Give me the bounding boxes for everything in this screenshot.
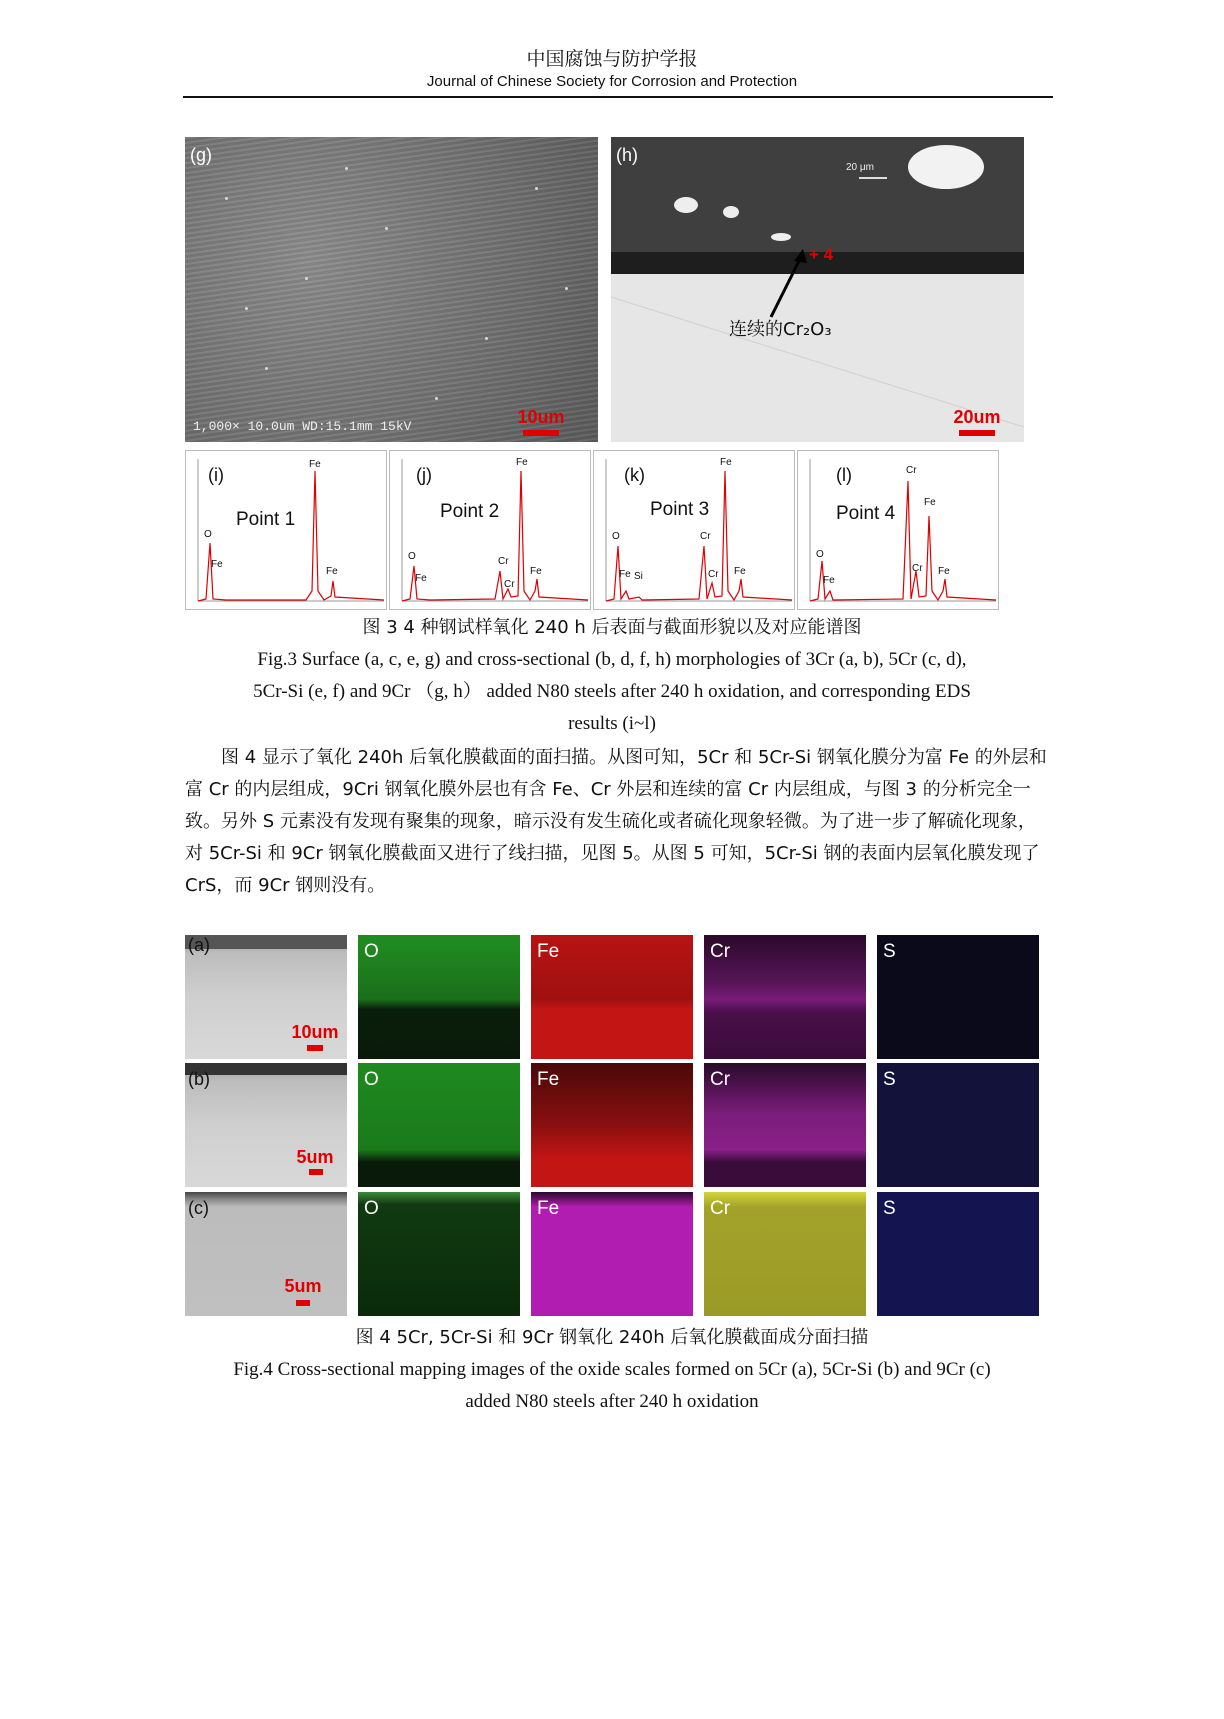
header-rule: [183, 96, 1053, 98]
eds-spectrum-k: [593, 450, 795, 610]
map-s-c: [877, 1192, 1039, 1316]
element-label: Cr: [710, 1069, 731, 1090]
map-sem-b: [185, 1063, 347, 1187]
inset-scale-label: 20 μm: [846, 162, 874, 173]
point-label-4: Point 4: [836, 503, 896, 524]
row-label-a: (a): [188, 935, 210, 955]
peak-label: Cr: [498, 556, 509, 567]
map-cr-c: [704, 1192, 866, 1316]
row-label-b: (b): [188, 1069, 210, 1089]
spectrum-label-l: (l): [836, 465, 852, 485]
peak-label: Fe: [326, 566, 338, 577]
point-label-1: Point 1: [236, 509, 296, 530]
figure4-caption-en-1: Fig.4 Cross-sectional mapping images of the oxide scales formed on 5Cr (a), 5Cr-Si (b) and 9Cr (c): [233, 1359, 991, 1380]
element-label: O: [364, 1198, 379, 1219]
scale-label-c: 5um: [284, 1276, 322, 1296]
map-o-b: [358, 1063, 520, 1187]
panel-label-g: (g): [190, 145, 212, 165]
scale-bar-g: [523, 430, 559, 436]
panel-label-h: (h): [616, 145, 638, 165]
cross-section-image-h: [611, 137, 1024, 442]
spectrum-label-j: (j): [416, 465, 432, 485]
scale-bar-h: [959, 430, 995, 436]
body-paragraph: [185, 742, 1053, 902]
map-sem-c: [185, 1192, 347, 1316]
peak-label: Fe: [924, 497, 936, 508]
element-label: Fe: [537, 941, 560, 962]
element-label: O: [364, 941, 379, 962]
peak-label: Fe: [211, 559, 223, 570]
element-label: Cr: [710, 1198, 731, 1219]
scale-label-b: 5um: [296, 1147, 334, 1167]
peak-label: O: [612, 531, 620, 542]
peak-label: Fe: [823, 575, 835, 586]
peak-label: Cr: [700, 531, 711, 542]
scale-label-g: 10um: [517, 407, 565, 427]
peak-label: Fe: [309, 459, 321, 470]
scale-bar-a: [307, 1045, 323, 1051]
eds-spectrum-l: [797, 450, 999, 610]
map-fe-b: [531, 1063, 693, 1187]
map-cr-b: [704, 1063, 866, 1187]
map-o-a: [358, 935, 520, 1059]
element-label: S: [883, 941, 896, 962]
cr2o3-annotation: 连续的Cr₂O₃: [729, 319, 832, 340]
point-label-3: Point 3: [650, 499, 710, 520]
peak-label: O: [408, 551, 416, 562]
scale-bar-b: [309, 1169, 323, 1175]
scale-label-a: 10um: [291, 1022, 339, 1042]
element-label: S: [883, 1069, 896, 1090]
peak-label: O: [816, 549, 824, 560]
element-label: S: [883, 1198, 896, 1219]
figure3-caption-en-2: 5Cr-Si (e, f) and 9Cr （g, h） added N80 steels after 240 h oxidation, and corresponding EDS: [253, 681, 971, 702]
map-fe-a: [531, 935, 693, 1059]
figure4-caption-cn: 图 4 5Cr, 5Cr-Si 和 9Cr 钢氧化 240h 后氧化膜截面成分面扫描: [355, 1327, 869, 1348]
spectrum-label-k: (k): [624, 465, 645, 485]
map-s-a: [877, 935, 1039, 1059]
peak-label: Fe: [720, 457, 732, 468]
scale-bar-c: [296, 1300, 310, 1306]
element-label: O: [364, 1069, 379, 1090]
peak-label: Cr: [504, 579, 515, 590]
point-label-2: Point 2: [440, 501, 500, 522]
cross-section-features: [611, 137, 1024, 442]
point-4-marker: + 4: [809, 245, 834, 264]
peak-label: Si: [634, 571, 643, 582]
peak-label: Fe: [530, 566, 542, 577]
map-sem-a: [185, 935, 347, 1059]
sem-surface-image-g: [185, 137, 598, 442]
map-cr-a: [704, 935, 866, 1059]
peak-label: Fe: [734, 566, 746, 577]
eds-spectrum-j: [389, 450, 591, 610]
journal-title-cn: 中国腐蚀与防护学报: [526, 48, 698, 70]
element-label: Fe: [537, 1198, 560, 1219]
map-o-c: [358, 1192, 520, 1316]
sem-info-bar: 1,000× 10.0um WD:15.1mm 15kV: [193, 419, 412, 434]
figure3-caption-cn: 图 3 4 种钢试样氧化 240 h 后表面与截面形貌以及对应能谱图: [362, 617, 862, 638]
element-label: Cr: [710, 941, 731, 962]
paragraph-text: 图 4 显示了氧化 240h 后氧化膜截面的面扫描。从图可知，5Cr 和 5Cr-Si 钢氧化膜分为富 Fe 的外层和富 Cr 的内层组成，9Cri 钢氧化膜外层也有含 Fe、Cr 外层和连续的富 Cr 内层组成，与图 3 的分析完全一致。另外 S 元素没有发现有聚集的现象，暗示没有发生硫化或者硫化现象轻微。为了进一步了解硫化现象，对 5Cr-Si 和 9Cr 钢氧化膜截面又进行了线扫描，见图 5。从图 5 可知，5Cr-Si 钢的表面内层氧化膜发现了 CrS，而 9Cr 钢则没有。: [185, 747, 1047, 896]
figure4-caption-en-2: added N80 steels after 240 h oxidation: [465, 1391, 759, 1412]
map-fe-c: [531, 1192, 693, 1316]
peak-label: Cr: [906, 465, 917, 476]
peak-label: Cr: [912, 563, 923, 574]
spectrum-label-i: (i): [208, 465, 224, 485]
peak-label: Fe: [619, 569, 631, 580]
element-label: Fe: [537, 1069, 560, 1090]
eds-spectrum-i: [185, 450, 387, 610]
figure3-caption-en-1: Fig.3 Surface (a, c, e, g) and cross-sectional (b, d, f, h) morphologies of 3Cr (a, b), 5Cr (c, d),: [257, 649, 967, 670]
peak-label: Fe: [415, 573, 427, 584]
peak-label: Fe: [938, 566, 950, 577]
peak-label: O: [204, 529, 212, 540]
row-label-c: (c): [188, 1198, 209, 1218]
figure3-caption-en-3: results (i~l): [568, 713, 656, 734]
journal-title-en: Journal of Chinese Society for Corrosion and Protection: [426, 73, 798, 90]
peak-label: Cr: [708, 569, 719, 580]
peak-label: Fe: [516, 457, 528, 468]
map-s-b: [877, 1063, 1039, 1187]
scale-label-h: 20um: [953, 407, 1001, 427]
